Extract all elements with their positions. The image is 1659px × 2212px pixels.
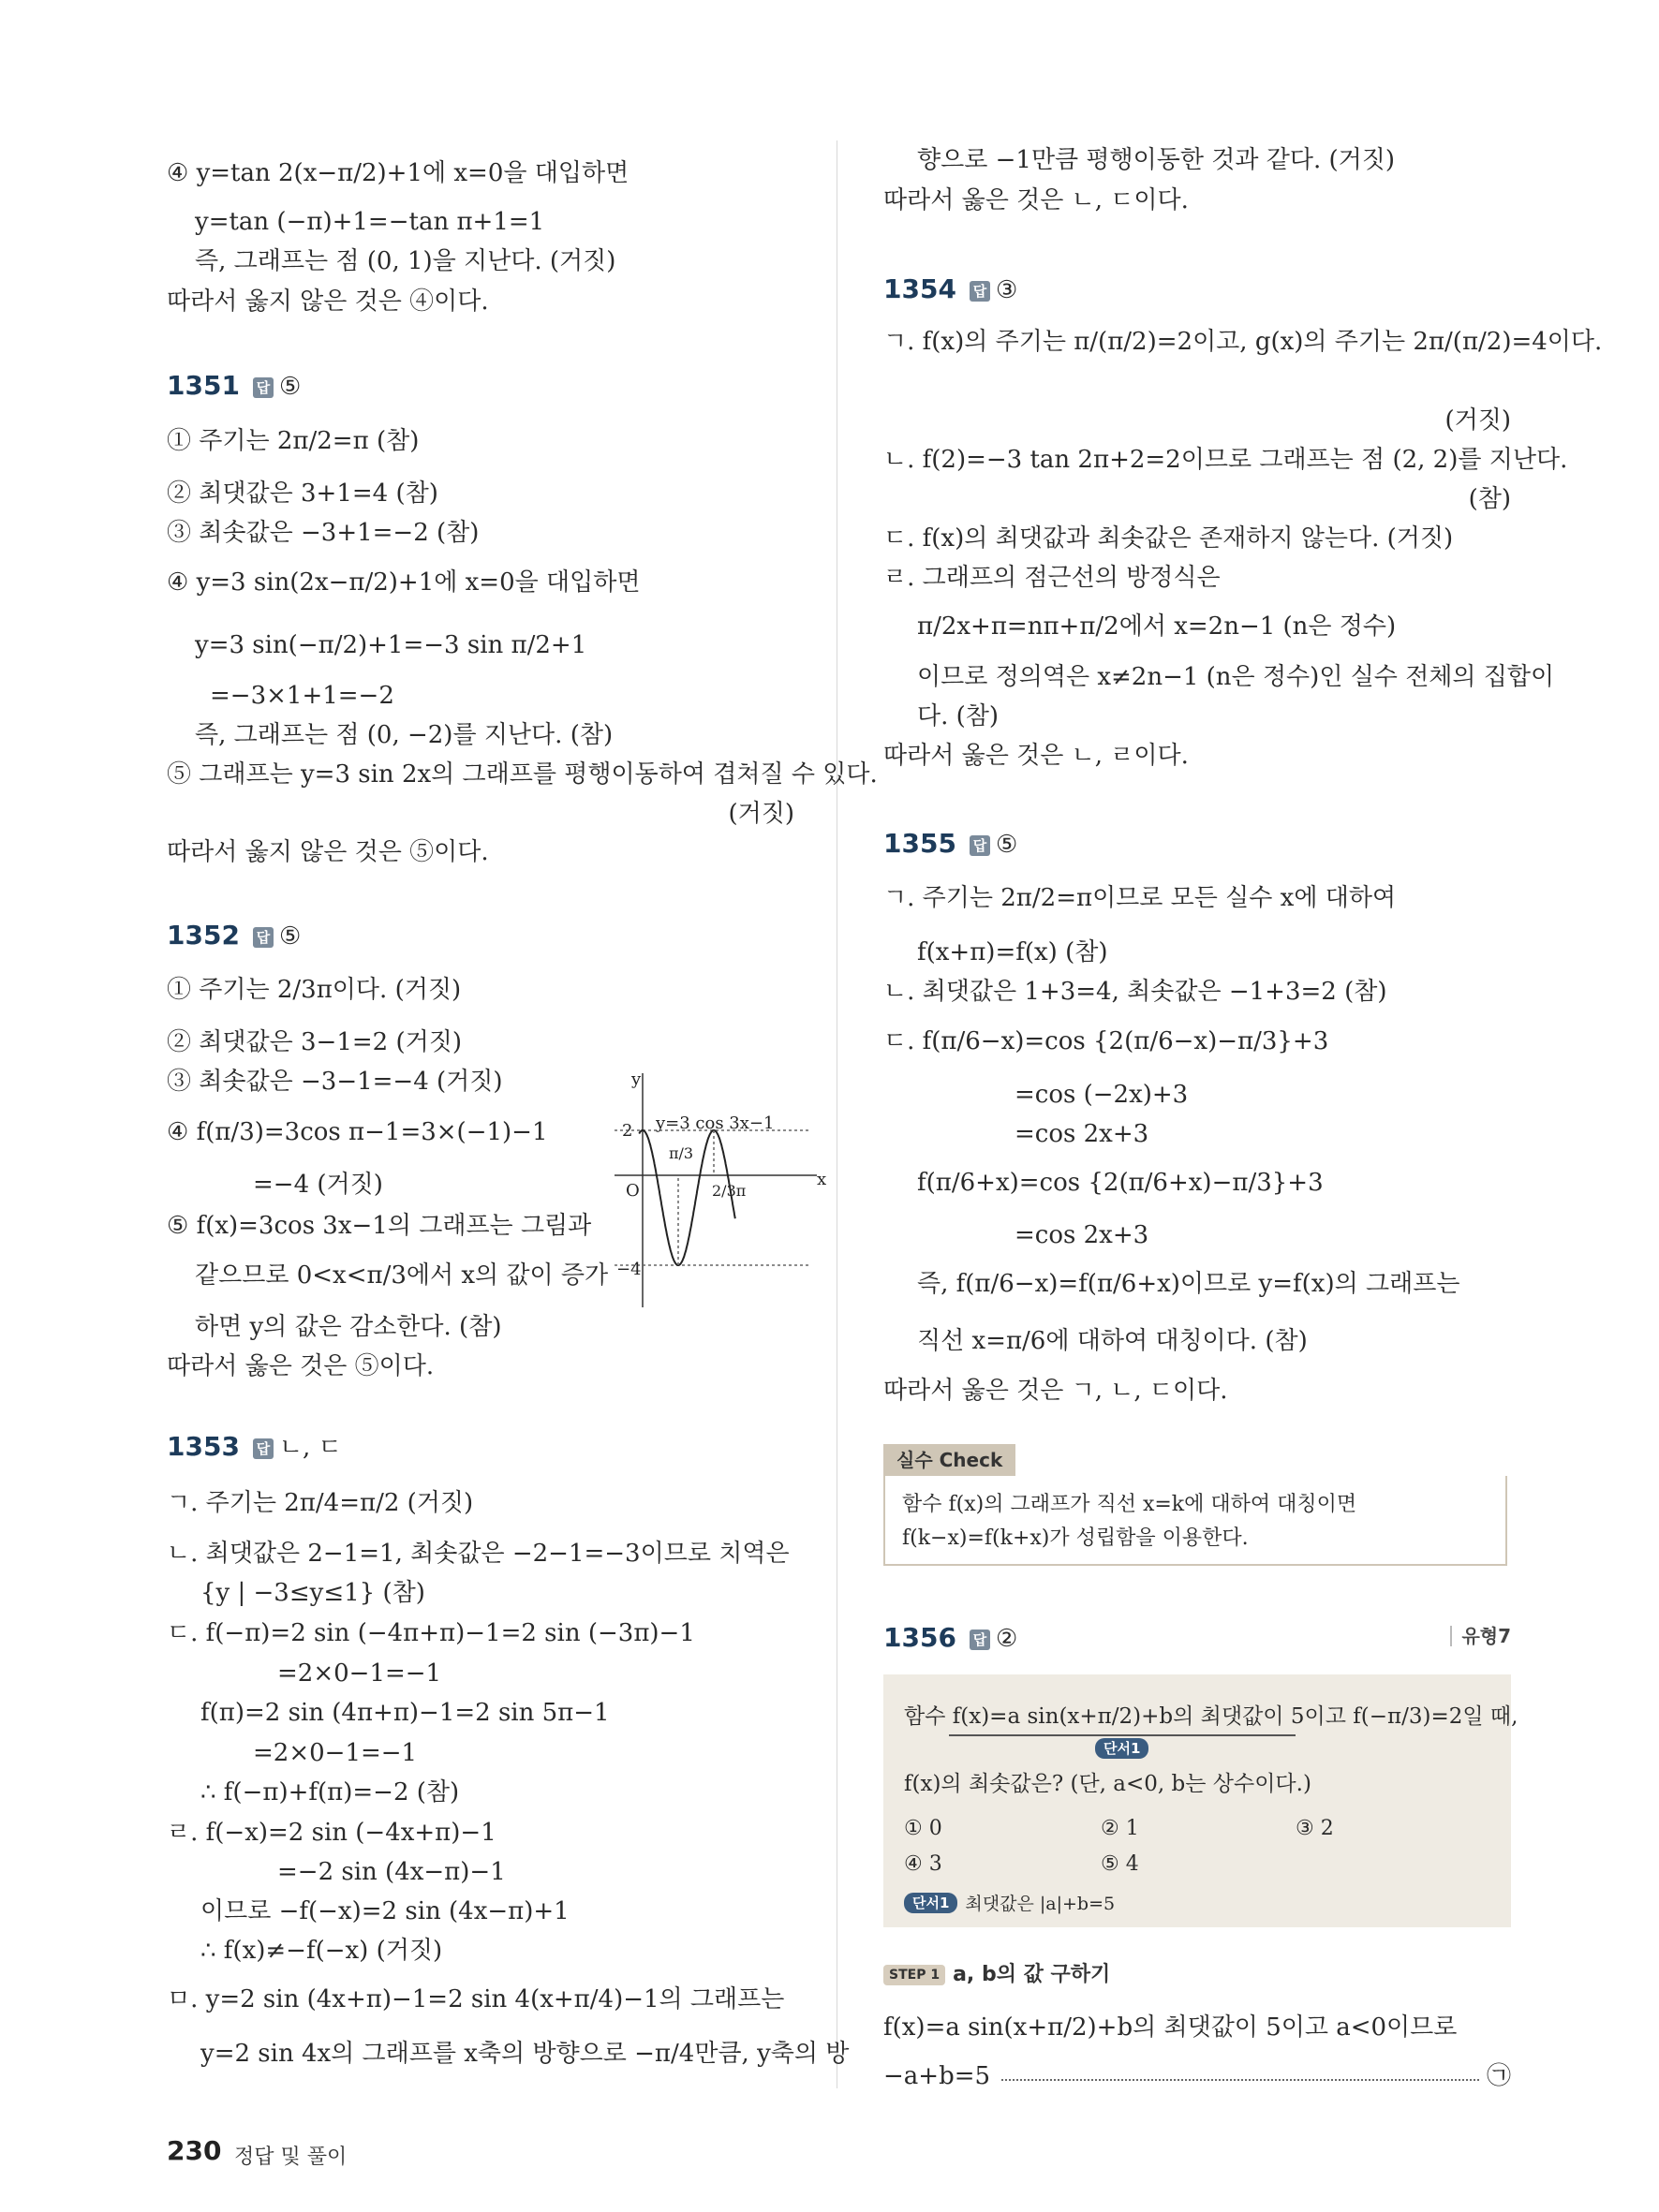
- solution-line: ② 최댓값은 3−1=2 (거짓): [167, 1028, 462, 1056]
- answer-value: ⑤: [995, 831, 1018, 859]
- solution-line: 향으로 −1만큼 평행이동한 것과 같다. (거짓): [917, 146, 1396, 174]
- problem-header: [167, 370, 301, 403]
- solution-line: ⑤ 그래프는 y=3 sin 2x의 그래프를 평행이동하여 겹쳐질 수 있다.: [167, 760, 878, 789]
- answer-value: ⑤: [278, 373, 302, 401]
- verdict-line: (참): [1468, 485, 1511, 513]
- solution-line: ㄴ. 최댓값은 2−1=1, 최솟값은 −2−1=−3이므로 치역은: [167, 1540, 790, 1568]
- solution-line: ∴ f(−π)+f(π)=−2 (참): [200, 1778, 460, 1806]
- problem-number: 1352: [167, 920, 240, 951]
- solution-line: y=3 sin(−π/2)+1=−3 sin π/2+1: [195, 631, 587, 659]
- solution-line: ∴ f(x)≠−f(−x) (거짓): [200, 1937, 443, 1965]
- problem-header: [883, 828, 1017, 861]
- solution-line: −a+b=5: [883, 2062, 991, 2090]
- solution-line: 직선 x=π/6에 대하여 대칭이다. (참): [917, 1327, 1308, 1355]
- choice: ② 1: [1101, 1817, 1139, 1840]
- answer-value: ⑤: [278, 922, 302, 951]
- solution-line: ③ 최솟값은 −3+1=−2 (참): [167, 519, 480, 547]
- solution-line: 따라서 옳은 것은 ㄴ, ㄹ이다.: [883, 742, 1189, 770]
- answer-icon: 답: [253, 1438, 274, 1459]
- solution-line: ㄷ. f(x)의 최댓값과 최솟값은 존재하지 않는다. (거짓): [883, 524, 1454, 553]
- answer-icon: 답: [970, 835, 990, 856]
- problem-header: [167, 1431, 342, 1464]
- answer-icon: 답: [253, 927, 274, 948]
- verdict-line: (거짓): [728, 800, 794, 828]
- y-axis-label: y: [631, 1069, 642, 1089]
- solution-line: 즉, f(π/6−x)=f(π/6+x)이므로 y=f(x)의 그래프는: [917, 1270, 1460, 1298]
- solution-line: =cos 2x+3: [1015, 1120, 1149, 1148]
- choice: ⑤ 4: [1101, 1852, 1139, 1876]
- solution-line: =−3×1+1=−2: [210, 682, 394, 710]
- dotted-leader: [1001, 2079, 1479, 2081]
- verdict-line: (거짓): [1444, 406, 1511, 435]
- problem-line: f(x)의 최솟값은? (단, a<0, b는 상수이다.): [904, 1772, 1311, 1796]
- solution-line: 이므로 정의역은 x≠2n−1 (n은 정수)인 실수 전체의 집합이: [917, 663, 1555, 691]
- step-badge: STEP 1: [883, 1965, 945, 1985]
- solution-line: 즉, 그래프는 점 (0, 1)을 지난다. (거짓): [195, 247, 616, 275]
- solution-line: ③ 최솟값은 −3−1=−4 (거짓): [167, 1068, 503, 1096]
- check-line: f(k−x)=f(k+x)가 성립함을 이용한다.: [902, 1526, 1249, 1550]
- solution-line: y=2 sin 4x의 그래프를 x축의 방향으로 −π/4만큼, y축의 방: [200, 2040, 850, 2068]
- solution-line: f(π)=2 sin (4π+π)−1=2 sin 5π−1: [200, 1699, 610, 1727]
- tick-2pi3-label: 2/3π: [712, 1182, 747, 1200]
- x-axis-label: x: [817, 1170, 827, 1189]
- solution-line: ㄴ. f(2)=−3 tan 2π+2=2이므로 그래프는 점 (2, 2)를 지난다.: [883, 446, 1568, 474]
- solution-line: =cos 2x+3: [1015, 1221, 1149, 1249]
- problem-number: 1351: [167, 370, 240, 401]
- equation-mark: ㉠: [1486, 2062, 1511, 2090]
- solution-line: f(x+π)=f(x) (참): [917, 938, 1108, 966]
- solution-line: 같으므로 0<x<π/3에서 x의 값이 증가: [195, 1261, 609, 1290]
- answer-value: ㄴ, ㄷ: [278, 1434, 342, 1462]
- problem-number: 1353: [167, 1431, 240, 1462]
- solution-line: =2×0−1=−1: [253, 1739, 418, 1767]
- solution-line: 즉, 그래프는 점 (0, −2)를 지난다. (참): [195, 721, 614, 749]
- solution-line: ④ y=3 sin(2x−π/2)+1에 x=0을 대입하면: [167, 568, 641, 597]
- solution-line: ④ f(π/3)=3cos π−1=3×(−1)−1: [167, 1118, 548, 1146]
- solution-line: {y | −3≤y≤1} (참): [200, 1579, 425, 1607]
- check-body: [883, 1476, 1507, 1566]
- solution-line: ㅁ. y=2 sin (4x+π)−1=2 sin 4(x+π/4)−1의 그래프는: [167, 1985, 785, 2013]
- solution-line: 따라서 옳지 않은 것은 ⑤이다.: [167, 838, 489, 866]
- y-max-label: 2: [622, 1121, 633, 1141]
- problem-header: [883, 273, 1017, 306]
- type-tag: 유형7: [1450, 1626, 1511, 1646]
- answer-icon: 답: [970, 281, 990, 302]
- solution-line: ㄱ. f(x)의 주기는 π/(π/2)=2이고, g(x)의 주기는 2π/(π/2)=4이다.: [883, 328, 1603, 356]
- solution-line: ② 최댓값은 3+1=4 (참): [167, 479, 438, 508]
- solution-line: f(x)=a sin(x+π/2)+b의 최댓값이 5이고 a<0이므로: [883, 2013, 1458, 2042]
- solution-line: 따라서 옳은 것은 ⑤이다.: [167, 1352, 435, 1380]
- choice: ③ 2: [1296, 1817, 1334, 1840]
- answer-icon: 답: [970, 1630, 990, 1650]
- answer-icon: 답: [253, 377, 274, 398]
- hint-underline: [949, 1734, 1296, 1736]
- solution-line: π/2x+π=nπ+π/2에서 x=2n−1 (n은 정수): [917, 612, 1397, 641]
- check-box: [883, 1444, 1511, 1566]
- problem-number: 1355: [883, 828, 956, 859]
- solution-line: y=tan (−π)+1=−tan π+1=1: [195, 208, 545, 236]
- solution-line: =−4 (거짓): [253, 1171, 383, 1199]
- solution-line: ㄱ. 주기는 2π/4=π/2 (거짓): [167, 1489, 474, 1517]
- problem-box: [883, 1674, 1518, 1927]
- page-footer-title: 정답 및 풀이: [234, 2146, 348, 2169]
- solution-line: ④ y=tan 2(x−π/2)+1에 x=0을 대입하면: [167, 159, 630, 187]
- page-number: 230: [167, 2135, 222, 2166]
- solution-line: ㄷ. f(−π)=2 sin (−4π+π)−1=2 sin (−3π)−1: [167, 1619, 695, 1647]
- solution-line: ⑤ f(x)=3cos 3x−1의 그래프는 그림과: [167, 1212, 592, 1240]
- problem-header: [167, 920, 301, 952]
- solution-line: ㄹ. 그래프의 점근선의 방정식은: [883, 564, 1221, 592]
- solution-line: 따라서 옳은 것은 ㄴ, ㄷ이다.: [883, 186, 1189, 214]
- check-line: 함수 f(x)의 그래프가 직선 x=k에 대하여 대칭이면: [902, 1493, 1357, 1516]
- solution-line: f(π/6+x)=cos {2(π/6+x)−π/3}+3: [917, 1169, 1324, 1197]
- problem-number: 1354: [883, 273, 956, 304]
- answer-value: ③: [995, 276, 1018, 304]
- solution-line: ① 주기는 2π/2=π (참): [167, 427, 420, 455]
- solution-line: 하면 y의 값은 감소한다. (참): [195, 1313, 502, 1341]
- cosine-graph: [615, 1068, 830, 1311]
- solution-line: 이므로 −f(−x)=2 sin (4x−π)+1: [200, 1897, 570, 1925]
- problem-header: [883, 1622, 1017, 1655]
- solution-line: =2×0−1=−1: [277, 1659, 442, 1688]
- solution-line: 따라서 옳은 것은 ㄱ, ㄴ, ㄷ이다.: [883, 1377, 1228, 1405]
- answer-value: ②: [995, 1625, 1018, 1653]
- curve-label: y=3 cos 3x−1: [656, 1113, 775, 1133]
- hint-line: [904, 1888, 1115, 1920]
- solution-line: =cos (−2x)+3: [1015, 1081, 1189, 1109]
- origin-label: O: [626, 1181, 640, 1201]
- step-header: [883, 1957, 1110, 1991]
- problem-number: 1356: [883, 1622, 956, 1653]
- solution-line: 다. (참): [917, 702, 1000, 730]
- solution-line: ① 주기는 2/3π이다. (거짓): [167, 976, 462, 1004]
- solution-line: 따라서 옳지 않은 것은 ④이다.: [167, 288, 489, 316]
- hint-badge: 단서1: [904, 1893, 957, 1913]
- problem-line: 함수 f(x)=a sin(x+π/2)+b의 최댓값이 5이고 f(−π/3)=2일 때,: [904, 1704, 1518, 1729]
- choice: ① 0: [904, 1817, 942, 1840]
- cosine-graph-svg: [615, 1068, 830, 1311]
- tick-pi3-label: π/3: [669, 1144, 694, 1162]
- solution-line: ㄱ. 주기는 2π/2=π이므로 모든 실수 x에 대하여: [883, 884, 1397, 912]
- hint-text: 최댓값은 |a|+b=5: [965, 1894, 1116, 1914]
- solution-line: ㄹ. f(−x)=2 sin (−4x+π)−1: [167, 1819, 496, 1847]
- y-min-label: −4: [616, 1260, 642, 1279]
- choice: ④ 3: [904, 1852, 942, 1876]
- solution-line: ㄷ. f(π/6−x)=cos {2(π/6−x)−π/3}+3: [883, 1027, 1329, 1055]
- solution-line: =−2 sin (4x−π)−1: [277, 1858, 506, 1886]
- step-title: a, b의 값 구하기: [953, 1963, 1111, 1986]
- hint-marker: 단서1: [1095, 1738, 1148, 1759]
- solution-line: ㄴ. 최댓값은 1+3=4, 최솟값은 −1+3=2 (참): [883, 978, 1387, 1006]
- check-title: 실수 Check: [883, 1444, 1015, 1476]
